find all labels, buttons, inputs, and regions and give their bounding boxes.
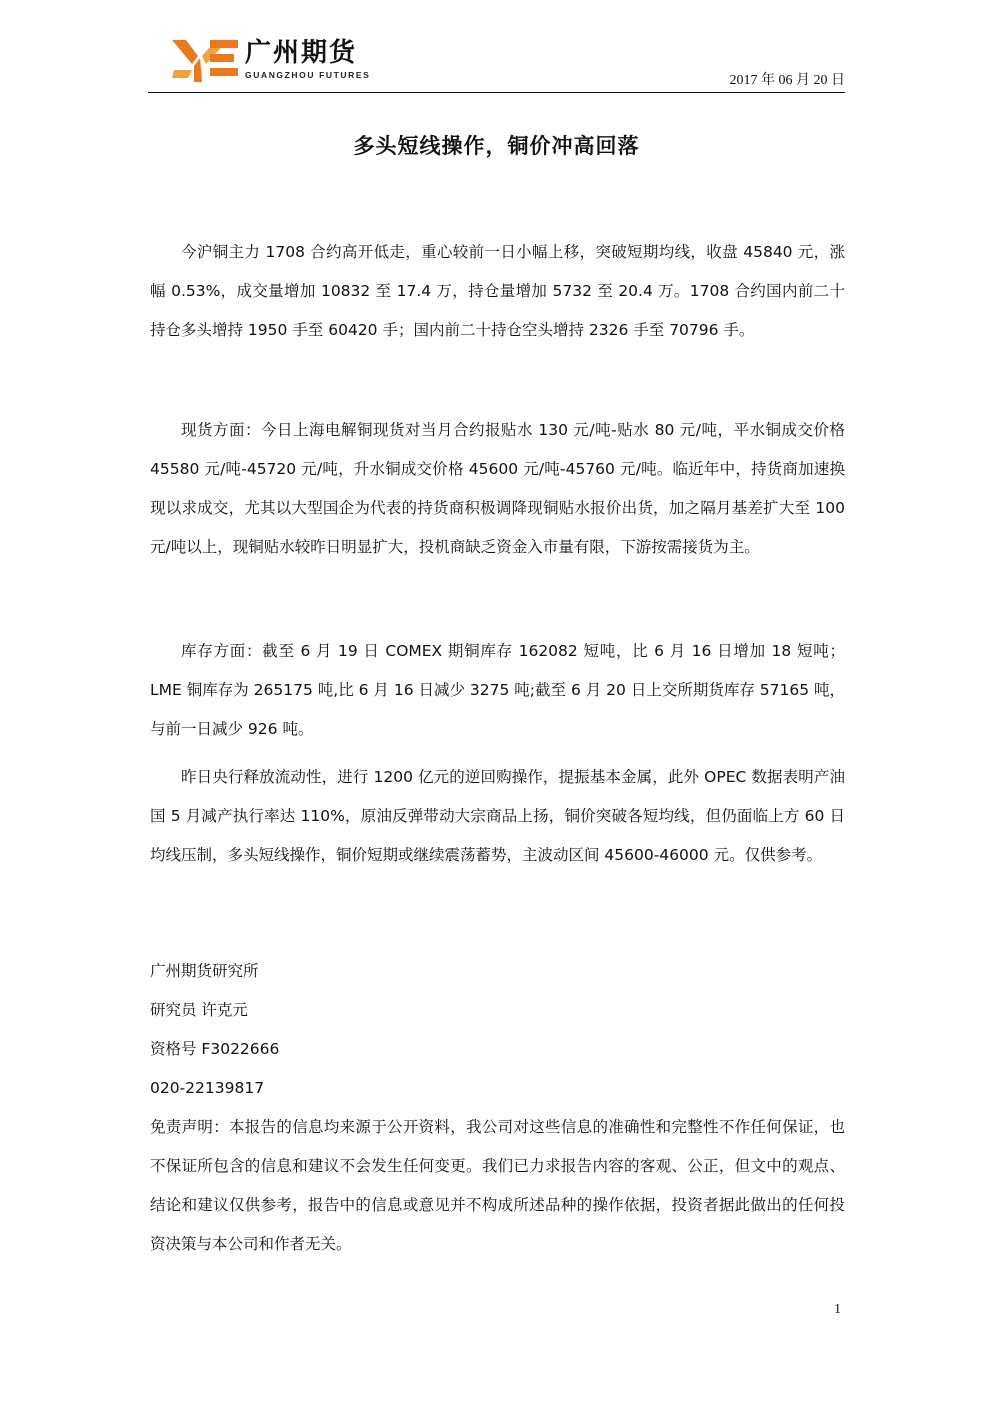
paragraph-market-summary: 今沪铜主力 1708 合约高开低走，重心较前一日小幅上移，突破短期均线，收盘 45840 元，涨幅 0.53%，成交量增加 10832 至 17.4 万，持仓量增加 5732 至 20.4 万。1708 合约国内前二十持仓多头增持 1950 手至 60420 手；国内前二十持仓空头增持 2326 手至 70796 手。 [150, 243, 845, 339]
page-header [148, 36, 845, 92]
brand-name-en: GUANGZHOU FUTURES [245, 70, 371, 80]
paragraph-outlook: 昨日央行释放流动性，进行 1200 亿元的逆回购操作，提振基本金属，此外 OPEC 数据表明产油国 5 月减产执行率达 110%，原油反弹带动大宗商品上扬，铜价突破各短均线，但仍面临上方 60 日均线压制，多头短线操作，铜价短期或继续震荡蓄势，主波动区间 45600-46000 元。仅供参考。 [150, 768, 845, 864]
signature-phone: 020-22139817 [150, 1079, 265, 1097]
report-date: 2017 年 06 月 20 日 [729, 73, 845, 88]
signature-analyst: 研究员 许克元 [150, 1001, 248, 1019]
guangzhou-futures-logo-icon [172, 36, 238, 82]
brand-wordmark [245, 38, 370, 80]
signature-license: 资格号 F3022666 [150, 1040, 280, 1058]
signature-block [150, 952, 845, 1108]
header-divider [148, 92, 845, 93]
report-title: 多头短线操作，铜价冲高回落 [353, 134, 640, 158]
paragraph-spot: 现货方面：今日上海电解铜现货对当月合约报贴水 130 元/吨-贴水 80 元/吨，平水铜成交价格 45580 元/吨-45720 元/吨，升水铜成交价格 45600 元/吨-45760 元/吨。临近年中，持货商加速换现以求成交，尤其以大型国企为代表的持货商积极调降现铜贴水报价出货，加之隔月基差扩大至 100 元/吨以上，现铜贴水较昨日明显扩大，投机商缺乏资金入市量有限，下游按需接货为主。 [150, 421, 845, 556]
paragraph-inventory: 库存方面：截至 6 月 19 日 COMEX 期铜库存 162082 短吨，比 6 月 16 日增加 18 短吨；LME 铜库存为 265175 吨,比 6 月 16 日减少 3275 吨;截至 6 月 20 日上交所期货库存 57165 吨，与前一日减少 926 吨。 [150, 642, 845, 738]
brand-name-cn: 广州期货 [245, 38, 358, 68]
page-number: 1 [834, 1302, 841, 1317]
signature-institute: 广州期货研究所 [150, 962, 259, 980]
disclaimer: 免责声明：本报告的信息均来源于公开资料，我公司对这些信息的准确性和完整性不作任何保证，也不保证所包含的信息和建议不会发生任何变更。我们已力求报告内容的客观、公正，但文中的观点、结论和建议仅供参考，报告中的信息或意见并不构成所述品种的操作依据，投资者据此做出的任何投资决策与本公司和作者无关。 [150, 1118, 845, 1253]
